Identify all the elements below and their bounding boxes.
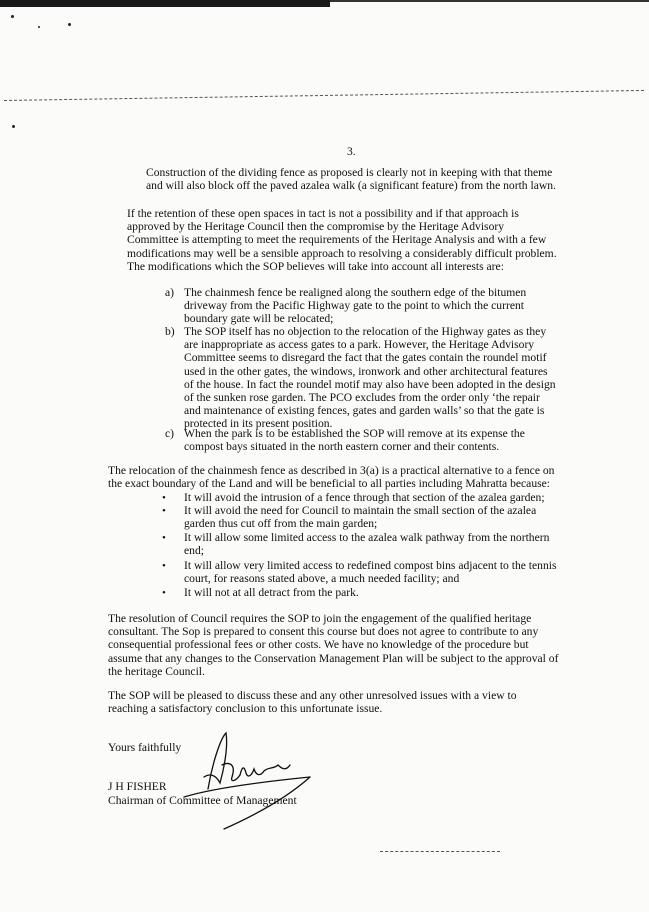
scan-edge-top-thin [330,0,649,2]
paragraph-line: assume that any changes to the Conservation Management Plan will be subject to the approval of [108,651,559,665]
paragraph-line: the exact boundary of the Land and will be beneficial to all parties including Mahratta because: [108,477,551,491]
list-item-line: compost bays situated in the north eastern corner and their contents. [184,440,500,454]
scan-edge-top [0,0,330,7]
list-item-letter: b) [165,325,175,338]
bullet-marker: • [162,587,166,599]
scan-speck [11,15,14,18]
scan-speck [12,125,15,128]
paragraph-line: If the retention of these open spaces in tact is not a possibility and if that approach is [127,207,519,220]
list-item-line: used in the other gates, the windows, ironwork and other architectural features [184,364,548,378]
paragraph-line: modifications may well be a sensible approach to resolving a considerably difficult problem. [127,246,557,260]
bullet-line: end; [184,544,204,558]
paragraph-line: The resolution of Council requires the SOP to join the engagement of the qualified heritage [108,612,532,625]
bullet-line: It will avoid the need for Council to maintain the small section of the azalea [184,504,537,517]
list-item-line: Committee seems to disregard the fact that the gates contain the roundel motif [184,351,547,365]
paragraph-line: Committee is attempting to meet the requirements of the Heritage Analysis and with a few [127,233,547,247]
list-item-line: of the house. In fact the roundel motif may also have been adopted in the design [184,377,556,391]
paragraph-line: the heritage Council. [108,664,205,678]
bullet-line: court, for reasons stated above, a much needed facility; and [184,572,460,586]
bullet-line: It will allow very limited access to redefined compost bins adjacent to the tennis [184,559,557,572]
bullet-marker: • [162,532,166,544]
paragraph-line: The SOP will be pleased to discuss these and any other unresolved issues with a view to [108,689,517,702]
closing: Yours faithfully [108,741,182,754]
paragraph-line: The relocation of the chainmesh fence as described in 3(a) is a practical alternative to a fence on [108,464,555,477]
list-item-line: protected in its present position. [184,417,333,431]
paragraph-line: reaching a satisfactory conclusion to this unfortunate issue. [108,702,383,716]
list-item-line: of the sunken rose garden. The PCO excludes from the order only ‘the repair [184,391,540,404]
paragraph-line: The modifications which the SOP believes will take into account all interests are: [127,259,504,273]
intro-line: and will also block off the paved azalea walk (a significant feature) from the north lawn. [146,179,556,193]
bullet-marker: • [162,505,166,517]
intro-line: Construction of the dividing fence as proposed is clearly not in keeping with that theme [146,166,553,179]
bullet-marker: • [162,560,166,572]
scan-artifact-line [4,90,644,101]
list-item-letter: c) [165,427,175,440]
list-item-line: driveway from the Pacific Highway gate to the point to which the current [184,299,524,313]
paragraph-line: approved by the Heritage Council then the compromise by the Heritage Advisory [127,220,505,234]
scan-artifact-dashes [380,851,500,852]
list-item-line: and maintenance of existing fences, gates and garden walls’ so that the gate is [184,404,545,418]
signer-name: J H FISHER [108,780,167,793]
list-item-line: The chainmesh fence be realigned along the southern edge of the bitumen [184,286,527,299]
page-number: 3. [347,145,356,158]
list-item-line: When the park is to be established the SOP will remove at its expense the [184,427,525,440]
bullet-line: It will avoid the intrusion of a fence through that section of the azalea garden; [184,491,545,504]
handwritten-signature [170,725,330,835]
bullet-line: It will allow some limited access to the azalea walk pathway from the northern [184,531,550,544]
bullet-line: garden thus cut off from the main garden; [184,517,378,531]
paragraph-line: consultant. The Sop is prepared to consent this course but does not agree to contribute to any [108,625,539,639]
list-item-line: are inappropriate as access gates to a park. However, the Heritage Advisory [184,338,535,352]
signer-title: Chairman of Committee of Management [108,794,297,807]
bullet-line: It will not at all detract from the park. [184,586,359,599]
list-item-letter: a) [165,286,175,299]
scan-speck [38,26,40,28]
list-item-line: The SOP itself has no objection to the relocation of the Highway gates as they [184,325,547,338]
list-item-line: boundary gate will be relocated; [184,312,334,326]
bullet-marker: • [162,492,166,504]
scan-speck [68,23,71,26]
paragraph-line: consequential professional fees or other costs. We have no knowledge of the procedure but [108,638,529,652]
